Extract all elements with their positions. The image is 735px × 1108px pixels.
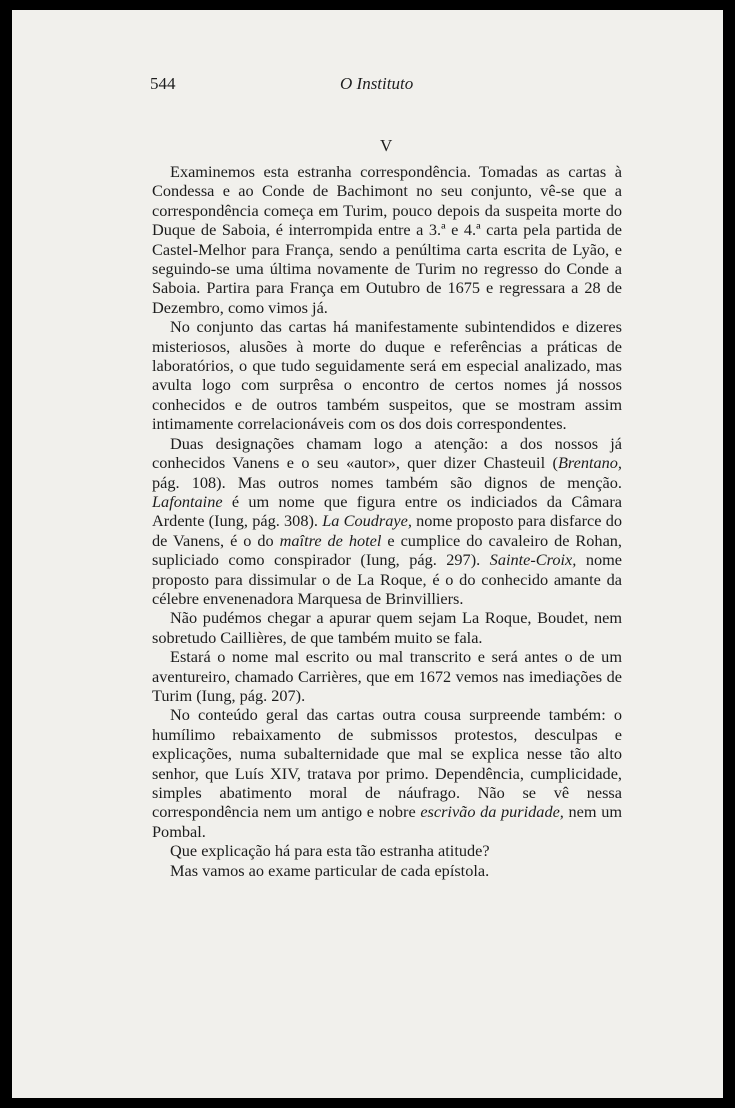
paragraph: Duas designações chamam logo a atenção: a dos nossos já conhecidos Vanens e o seu «autor», quer dizer Chasteuil (Brentano, pág. 108). Mas outros nomes também são dignos de menção. Lafontaine é um nome que figura entre os indiciados da Câmara Ardente (Iung, pág. 308). La Coudraye, nome proposto para disfarce do de Vanens, é o do maître de hotel e cumplice do cavaleiro de Rohan, supliciado como conspirador (Iung, pág. 297). Sainte-Croix, nome proposto para dissimular o de La Roque, é o do conhecido amante da célebre envenenadora Marquesa de Brinvilliers.	[152, 433, 623, 608]
italic-reference: Brentano,	[557, 453, 622, 473]
italic-name: Sainte-Croix,	[489, 550, 577, 570]
paragraph: No conjunto das cartas há manifestamente subintendidos e dizeres misteriosos, alusões à morte do duque e referências a práticas de laboratórios, o que tudo seguidamente será em especial analizado, mas avulta logo com surprêsa o encontro de certos nomes já nossos conhecidos e de outros também suspeitos, que se mostram assim intimamente correlacionáveis com os dos dois correspondentes.	[152, 317, 622, 434]
paragraph: Examinemos esta estranha correspondência. Tomadas as cartas à Condessa e ao Conde de Bachimont no seu conjunto, vê-se que a correspondência começa em Turim, pouco depois da suspeita morte do Duque de Saboia, é interrompida entre a 3.ª e 4.ª carta pela partida de Castel-Melhor para França, sendo a penúltima carta escrita de Lyão, e seguindo-se uma última novamente de Turim no regresso do Conde a Saboia. Partira para França em Outubro de 1675 e regressara a 28 de Dezembro, como vimos já.	[152, 162, 622, 317]
page-header	[150, 74, 590, 98]
paragraph: Não pudémos chegar a apurar quem sejam La Roque, Boudet, nem sobretudo Caillières, de que também muito se fala.	[152, 608, 622, 647]
italic-name: Lafontaine	[152, 491, 223, 511]
paragraph: No conteúdo geral das cartas outra cousa surpreende também: o humílimo rebaixamento de submissos protestos, desculpas e explicações, numa subalternidade que mal se explica nesse tão alto senhor, que Luís XIV, tratava por primo. Dependência, cumplicidade, simples abatimento moral de náufrago. Não se vê nessa correspondência nem um antigo e nobre escrivão da puridade, nem um Pombal.	[152, 705, 622, 841]
paragraph: Estará o nome mal escrito ou mal transcrito e será antes o de um aventureiro, chamado Carrières, que em 1672 vemos nas imediações de Turim (Iung, pág. 207).	[152, 647, 622, 705]
italic-term: escrivão da puridade,	[420, 802, 564, 822]
page-number: 544	[150, 74, 176, 93]
italic-name: La Coudraye,	[322, 511, 412, 531]
book-page	[12, 10, 723, 1098]
body-text	[152, 162, 622, 880]
paragraph: Mas vamos ao exame particular de cada epístola.	[170, 860, 490, 880]
italic-term: maître de hotel	[279, 530, 382, 550]
running-title: O Instituto	[340, 74, 414, 93]
paragraph: Que explicação há para esta tão estranha atitude?	[170, 841, 490, 861]
section-heading: V	[380, 136, 393, 155]
